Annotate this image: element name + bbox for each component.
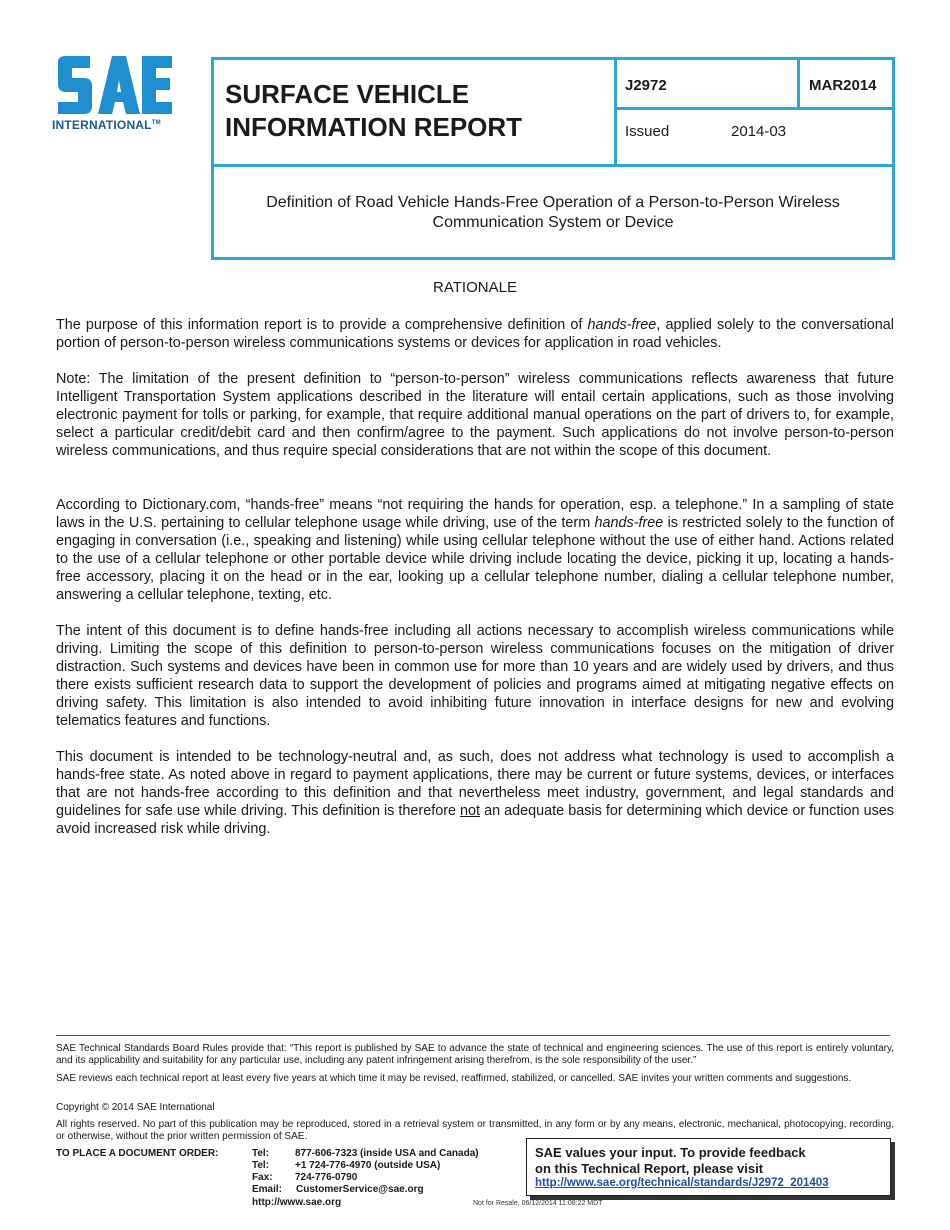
footer-review: SAE reviews each technical report at least every five years at which time it may be revised, reaffirmed, stabilized, or cancelled. SAE invites your written comments and suggestions. — [56, 1073, 852, 1084]
feedback-text-line1: SAE values your input. To provide feedback — [535, 1145, 806, 1160]
footer-rights: All rights reserved. No part of this publication may be reproduced, stored in a retrieval system or transmitted, in any form or by any means, electronic, mechanical, photocopying, recording, or otherwise, without the prior written permission of SAE. — [56, 1119, 894, 1142]
footer-divider — [56, 1035, 890, 1036]
sae-logo — [52, 54, 182, 134]
footer-copyright: Copyright © 2014 SAE International — [56, 1102, 215, 1113]
not-for-resale-stamp: Not for Resale, 06/12/2014 11:08:22 MDT — [473, 1200, 603, 1207]
fax-number: 724-776-0790 — [295, 1172, 358, 1183]
document-title-box — [211, 164, 895, 260]
tel-label-1: Tel: — [252, 1148, 270, 1159]
paragraph-purpose: The purpose of this information report is to provide a comprehensive definition of hands-free, applied solely to the conversational portion of person-to-person wireless communications systems or devices for application in road vehicles. — [56, 317, 894, 351]
paragraph-intent: The intent of this document is to define hands-free including all actions necessary to accomplish wireless communications while driving. Limiting the scope of this definition to person-to-person wireless communications focuses on the mitigation of driver distraction. Such systems and devices have been in common use for more than 10 years and are widely used by drivers, and thus there exists sufficient research data to support the development of policies and programs aimed at mitigating negative effects on driving safety. This limitation is also intended to avoid inhibiting future innovation in interface designs for new and evolving telematics features and functions. — [56, 623, 894, 729]
document-title: Definition of Road Vehicle Hands-Free Operation of a Person-to-Person Wireless Communication System or Device — [266, 194, 840, 231]
document-date-box — [797, 57, 895, 110]
paragraph-technology-neutral: This document is intended to be technology-neutral and, as such, does not address what technology is used to accomplish a hands-free state. As noted above in regard to payment applications, there may be current or future systems, devices, or interfaces that are not hands-free according to this definition and that nevertheless meet industry, government, and legal standards and guidelines for safe use while driving. This definition is therefore not an adequate basis for determining which device or function uses avoid increased risk while driving. — [56, 749, 894, 837]
tel-inside-usa: 877-606-7323 (inside USA and Canada) — [295, 1148, 479, 1159]
tel-outside-usa: +1 724-776-4970 (outside USA) — [295, 1160, 441, 1171]
fax-label: Fax: — [252, 1172, 273, 1183]
sae-logo-org-label: INTERNATIONAL™ — [52, 118, 161, 132]
section-heading-rationale: RATIONALE — [433, 279, 517, 296]
issued-box — [614, 107, 895, 167]
footer-rules: SAE Technical Standards Board Rules provide that: “This report is published by SAE to advance the state of technical and engineering sciences. The use of this report is entirely voluntary, and its applicability and suitability for any particular use, including any patent infringement arising therefrom, is the sole responsibility of the user.” — [56, 1043, 894, 1066]
sae-logo-letters-icon — [54, 54, 174, 116]
email-address[interactable]: CustomerService@sae.org — [296, 1184, 424, 1195]
feedback-box — [526, 1138, 891, 1196]
document-number-box — [614, 57, 800, 110]
paragraph-note: Note: The limitation of the present definition to “person-to-person” wireless communications reflects awareness that future Intelligent Transportation System applications described in the literature will entail certain applications, such as those involving electronic payment for tolls or parking, for example, that require additional manual operations on the part of drivers to, for example, select a particular credit/debit card and then confirm/agree to the payment. Such applications do not involve person-to-person wireless communications, and thus require special considerations that are not within the scope of this document. — [56, 371, 894, 459]
document-date: MAR2014 — [809, 77, 877, 94]
paragraph-definition: According to Dictionary.com, “hands-free” means “not requiring the hands for operation, esp. a telephone.” In a sampling of state laws in the U.S. pertaining to cellular telephone usage while driving, use of the term hands-free is restricted solely to the function of engaging in conversation (i.e., speaking and listening) while using cellular telephone without the use of either hand. Actions related to the use of a cellular telephone or other portable device while driving include locating the device, picking it up, locating a hands-free accessory, placing it on the head or in the ear, looking up a cellular telephone number, dialing a cellular telephone number, answering a cellular telephone, texting, etc. — [56, 497, 894, 603]
email-label: Email: — [252, 1184, 283, 1195]
issued-label: Issued — [625, 123, 670, 140]
feedback-text-line2: on this Technical Report, please visit — [535, 1161, 764, 1176]
report-type-box — [211, 57, 617, 167]
feedback-link[interactable]: http://www.sae.org/technical/standards/J2972_201403 — [535, 1177, 829, 1189]
report-type-title: SURFACE VEHICLE INFORMATION REPORT — [225, 79, 523, 142]
website-link[interactable]: http://www.sae.org — [252, 1197, 342, 1208]
document-number: J2972 — [625, 77, 667, 94]
issued-value: 2014-03 — [731, 123, 787, 140]
tel-label-2: Tel: — [252, 1160, 270, 1171]
order-label: TO PLACE A DOCUMENT ORDER: — [56, 1148, 219, 1159]
